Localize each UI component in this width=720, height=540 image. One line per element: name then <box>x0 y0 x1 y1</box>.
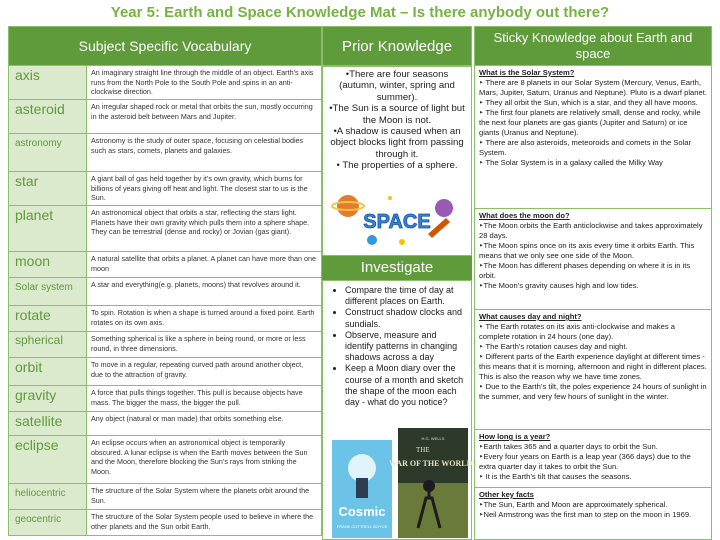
vocab-row <box>8 134 322 172</box>
investigate-item: • Observe, measure and identify patterns in changing shadows across a day <box>345 330 467 364</box>
sticky-line: ‣ It is the Earth’s tilt that causes the seasons. <box>479 472 632 481</box>
vocab-row <box>8 412 322 436</box>
vocab-term: eclipse <box>9 436 87 483</box>
vocab-term: heliocentric <box>9 484 87 509</box>
vocab-definition: The structure of the Solar System people used to believe in where the other planets and the Sun orbit Earth. <box>91 512 314 531</box>
vocab-row <box>8 358 322 386</box>
book1-title: Cosmic <box>338 504 386 519</box>
vocab-definition: A giant ball of gas held together by it’s own gravity, which burns for billions of years giving off heat and light. The closest star to us is the Sun. <box>91 174 308 203</box>
vocab-row <box>8 172 322 206</box>
sticky-line: ‣ The first four planets are relatively small, dense and rocky, while the next four planets are gas giants (Jupiter and Saturn) or ice giants (Uranus and Neptune). <box>479 108 701 137</box>
sticky-line: ‣ The Earth’s rotation causes day and night. <box>479 342 628 351</box>
space-logo-text: SPACE <box>363 211 431 233</box>
page-title: Year 5: Earth and Space Knowledge Mat – Is there anybody out there? <box>110 4 610 21</box>
sticky-heading: What causes day and night? <box>479 312 582 321</box>
vocab-row <box>8 66 322 100</box>
sticky-line: ‣ There are also asteroids, meteoroids and comets in the Solar System. <box>479 138 692 157</box>
vocab-definition: To move in a regular, repeating curved path around another object, due to the attraction of gravity. <box>91 360 304 379</box>
vocab-row <box>8 206 322 252</box>
prior-header: Prior Knowledge <box>322 26 472 66</box>
prior-item: •The Sun is a source of light but the Moon is not. <box>329 103 465 126</box>
vocab-row <box>8 510 322 536</box>
cosmic-book-cover <box>332 440 392 538</box>
sticky-line: ‣Earth takes 365 and a quarter days to orbit the Sun. <box>479 442 658 451</box>
vocab-term: orbit <box>9 358 87 385</box>
sticky-line: ‣ The Solar System is in a galaxy called the Milky Way <box>479 158 663 167</box>
vocab-term: planet <box>9 206 87 251</box>
investigate-header: Investigate <box>322 256 472 280</box>
sticky-line: ‣The Moon orbits the Earth anticlockwise and takes approximately 28 days. <box>479 221 703 240</box>
vocab-term: axis <box>9 66 87 99</box>
book2-top: THE <box>416 446 430 454</box>
sticky-line: ‣The Moon’s gravity causes high and low tides. <box>479 281 639 290</box>
vocab-definition: A star and everything(e.g. planets, moons) that revolves around it. <box>91 280 301 289</box>
book2-author: H.G. WELLS <box>421 436 445 441</box>
vocab-definition: Astronomy is the study of outer space, focusing on celestial bodies such as stars, comets, planets and galaxies. <box>91 136 304 155</box>
sticky-line: ‣The Moon has different phases depending on where it is in its orbit. <box>479 261 691 280</box>
sticky-heading: Other key facts <box>479 490 534 499</box>
sticky-line: ‣Neil Armstrong was the first man to step on the moon in 1969. <box>479 510 692 519</box>
war-of-the-worlds-book-cover <box>389 428 477 538</box>
sticky-heading: What is the Solar System? <box>479 68 575 77</box>
vocab-table <box>8 66 322 536</box>
vocab-row <box>8 436 322 484</box>
planet-icon <box>337 195 359 217</box>
vocab-definition: An astronomical object that orbits a star, reflecting the stars light. Planets have their own gravity which pulls them into a sphere shape. They can be terrestrial (dense and rocky) or Jovian (gas giant). <box>91 208 310 237</box>
vocab-definition: An imaginary straight line through the middle of an object. Earth’s axis runs from the North Pole to the South Pole and spins in an anti-clockwise direction. <box>91 68 314 97</box>
vocab-definition: An eclipse occurs when an astronomical object is temporarily obscured. A lunar eclipse is when the Earth moves between the Sun and the Moon, therefore blocking the Sun’s rays from striking the Moon. <box>91 438 308 476</box>
investigate-item: • Keep a Moon diary over the course of a month and sketch the shape of the moon each day - what do you notice? <box>345 363 467 408</box>
vocab-term: asteroid <box>9 100 87 133</box>
sticky-line: ‣ Due to the Earth’s tilt, the poles experience 24 hours of sunlight in the summer, and very few hours of sunlight in the winter. <box>479 382 707 401</box>
prior-item: •A shadow is caused when an object blocks light from passing through it. <box>330 126 464 160</box>
book2-title: WAR OF THE WORLDS <box>389 459 477 468</box>
sticky-block <box>474 66 712 209</box>
prior-item: • The properties of a sphere. <box>336 160 458 172</box>
vocab-definition: A natural satellite that orbits a planet. A planet can have more than one moon <box>91 254 316 273</box>
vocab-definition: To spin. Rotation is when a shape is turned around a fixed point. Earth rotates on its own axis. <box>91 308 315 327</box>
prior-item: •There are four seasons (autumn, winter, spring and summer). <box>339 69 455 103</box>
vocab-term: astronomy <box>9 134 87 171</box>
vocab-term: gravity <box>9 386 87 411</box>
sticky-block <box>474 310 712 430</box>
investigate-item: • Construct shadow clocks and sundials. <box>345 307 467 329</box>
vocab-definition: The structure of the Solar System where the planets orbit around the Sun. <box>91 486 310 505</box>
sticky-block <box>474 488 712 540</box>
sticky-line: ‣Every four years on Earth is a leap year (366 days) due to the extra quarter day it takes to orbit the Sun. <box>479 452 691 471</box>
vocab-row <box>8 252 322 278</box>
vocab-definition: A force that pulls things together. This pull is because objects have mass. The bigger the mass, the bigger the pull. <box>91 388 303 407</box>
sticky-line: ‣The Moon spins once on its axis every time it orbits Earth. This means that we only see one side of the Moon. <box>479 241 695 260</box>
vocab-header: Subject Specific Vocabulary <box>8 26 322 66</box>
vocab-term: geocentric <box>9 510 87 535</box>
sticky-line: ‣ There are 8 planets in our Solar System (Mercury, Venus, Earth, Mars, Jupiter, Saturn, Uranus and Neptune). Pluto is a dwarf planet. <box>479 78 707 97</box>
vocab-term: star <box>9 172 87 205</box>
vocab-definition: An irregular shaped rock or metal that orbits the sun, mostly occurring in the asteroid belt between Mars and Jupiter. <box>91 102 313 121</box>
sticky-heading: How long is a year? <box>479 432 551 441</box>
sticky-header: Sticky Knowledge about Earth and space <box>474 26 712 66</box>
vocab-term: Solar system <box>9 278 87 305</box>
vocab-row <box>8 278 322 306</box>
vocab-term: rotate <box>9 306 87 331</box>
vocab-row <box>8 100 322 134</box>
sticky-block <box>474 209 712 310</box>
space-illustration <box>332 190 462 250</box>
vocab-row <box>8 332 322 358</box>
sticky-line: ‣ Different parts of the Earth experience daylight at different times - this means that it is morning, afternoon and night in different places. This is also the reason why we have time zones. <box>479 352 707 381</box>
vocab-term: moon <box>9 252 87 277</box>
vocab-term: satellite <box>9 412 87 435</box>
vocab-definition: Something spherical is like a sphere in being round, or more or less round, in three dimensions. <box>91 334 306 353</box>
sticky-heading: What does the moon do? <box>479 211 570 220</box>
sticky-knowledge <box>474 66 712 540</box>
vocab-row <box>8 386 322 412</box>
vocab-definition: Any object (natural or man made) that orbits something else. <box>91 414 284 423</box>
vocab-row <box>8 484 322 510</box>
sticky-line: ‣The Sun, Earth and Moon are approximately spherical. <box>479 500 668 509</box>
sticky-line: ‣ The Earth rotates on its axis anti-clockwise and makes a complete rotation in 24 hours (one day). <box>479 322 675 341</box>
sticky-line: ‣ They all orbit the Sun, which is a star, and they all have moons. <box>479 98 698 107</box>
vocab-term: spherical <box>9 332 87 357</box>
vocab-row <box>8 306 322 332</box>
sticky-block <box>474 430 712 488</box>
book1-author: FRANK COTTRELL BOYCE <box>336 524 388 529</box>
investigate-item: • Compare the time of day at different places on Earth. <box>345 285 467 307</box>
